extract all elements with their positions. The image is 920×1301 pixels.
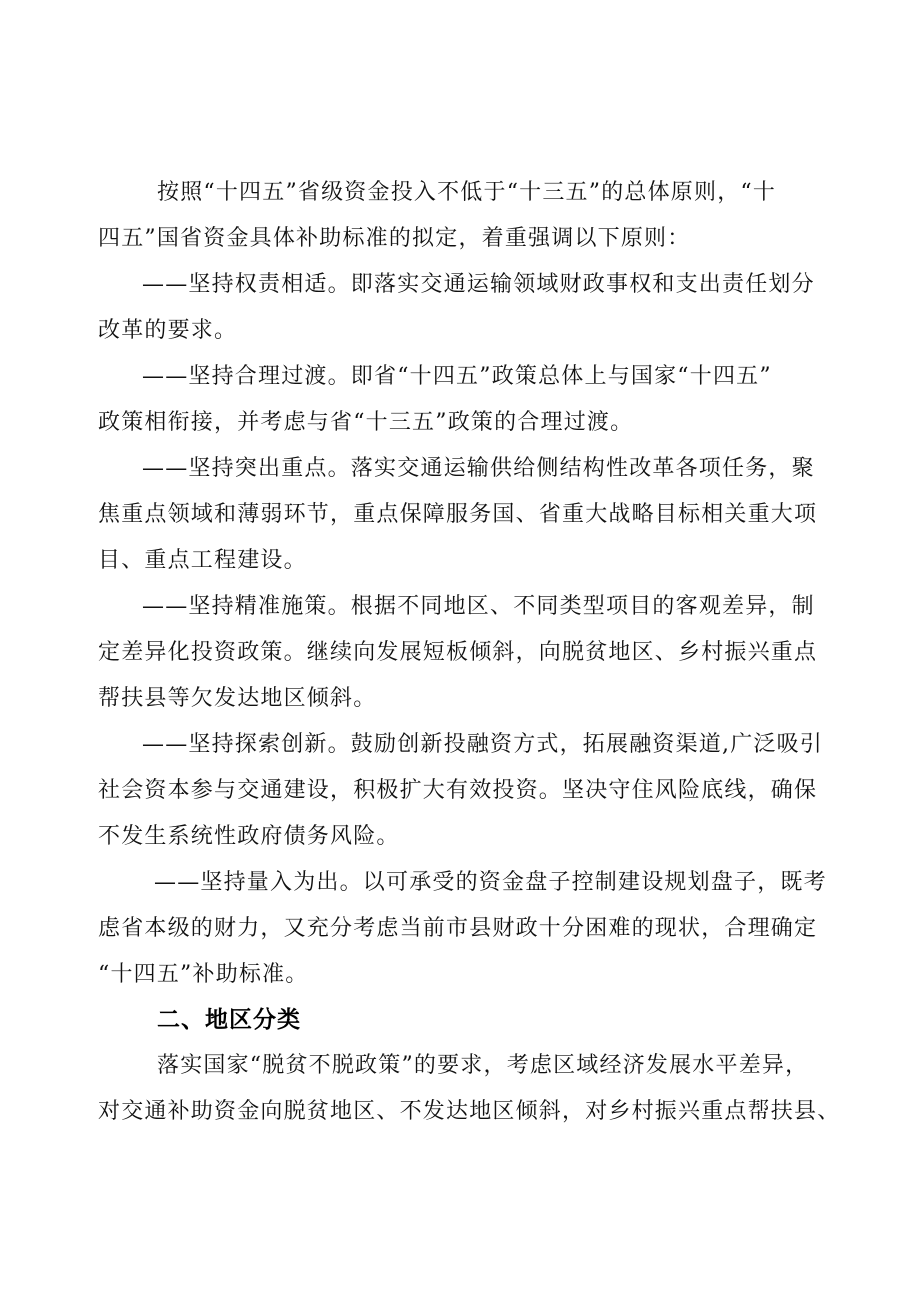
paragraph-line: 社会资本参与交通建设，积极扩大有效投资。坚决守住风险底线，确保 [98, 778, 818, 803]
paragraph-line: 不发生系统性政府债务风险。 [98, 824, 400, 849]
paragraph-line: 对交通补助资金向脱贫地区、不发达地区倾斜，对乡村振兴重点帮扶县、 [98, 1099, 841, 1124]
paragraph-line: ——坚持量入为出。以可承受的资金盘子控制建设规划盘子，既考 [154, 870, 827, 895]
paragraph-line: 定差异化投资政策。继续向发展短板倾斜，向脱贫地区、乡村振兴重点 [98, 640, 818, 665]
paragraph-line: “十四五”补助标准。 [98, 962, 309, 987]
paragraph-line: ——坚持突出重点。落实交通运输供给侧结构性改革各项任务，聚 [142, 456, 815, 481]
paragraph-line: 虑省本级的财力，又充分考虑当前市县财政十分困难的现状，合理确定 [98, 916, 818, 941]
paragraph-line: 四五”国省资金具体补助标准的拟定，着重强调以下原则： [98, 226, 691, 251]
section-heading: 二、地区分类 [157, 1007, 301, 1033]
paragraph-line: 帮扶县等欠发达地区倾斜。 [98, 686, 377, 711]
paragraph-line: 按照“十四五”省级资金投入不低于“十三五”的总体原则，“十 [157, 180, 777, 205]
paragraph-line: 焦重点领域和薄弱环节，重点保障服务国、省重大战略目标相关重大项 [98, 502, 818, 527]
paragraph-line: 政策相衔接，并考虑与省“十三五”政策的合理过渡。 [98, 410, 634, 435]
paragraph-line: 目、重点工程建设。 [98, 548, 307, 573]
paragraph-line: ——坚持合理过渡。即省“十四五”政策总体上与国家“十四五” [142, 364, 772, 389]
paragraph-line: ——坚持精准施策。根据不同地区、不同类型项目的客观差异，制 [142, 594, 815, 619]
paragraph-line: 改革的要求。 [98, 318, 238, 343]
paragraph-line: ——坚持权责相适。即落实交通运输领域财政事权和支出责任划分 [142, 272, 815, 297]
paragraph-line: ——坚持探索创新。鼓励创新投融资方式，拓展融资渠道,广泛吸引 [142, 732, 823, 757]
paragraph-line: 落实国家“脱贫不脱政策”的要求，考虑区域经济发展水平差异， [157, 1053, 809, 1078]
